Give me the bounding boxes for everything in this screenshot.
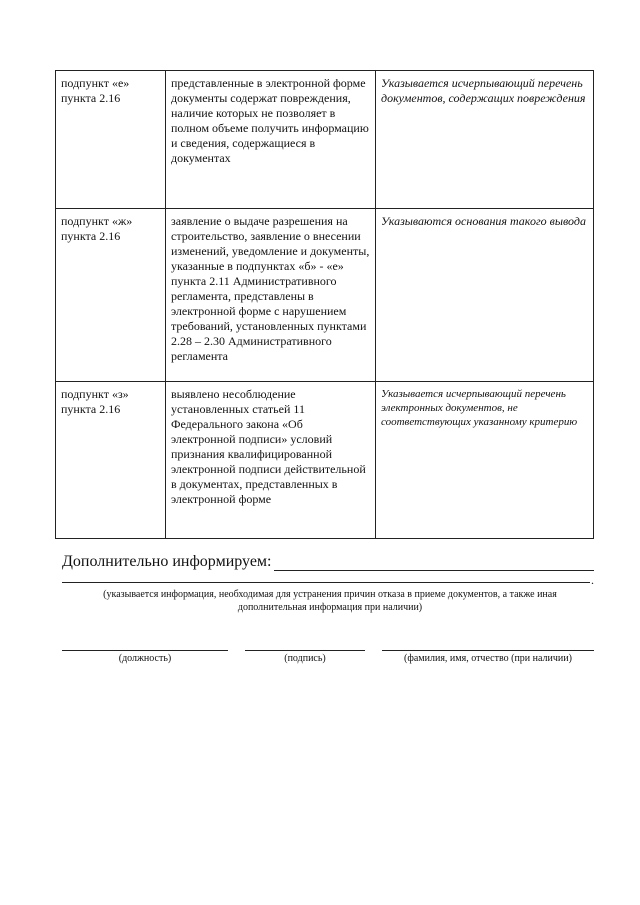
full-name-caption: (фамилия, имя, отчество (при наличии) [404,653,572,664]
table-row [56,209,594,382]
signature-caption: (подпись) [284,653,326,664]
ground-explanation: Указывается исчерпывающий перечень электронных документов, не соответствующих указанному критерию [376,382,594,539]
ground-reason: заявление о выдаче разрешения на строительство, заявление о внесении изменений, уведомление и документы, указанные в подпунктах «б» - «е» пункта 2.11 Административного регламента, представлены в электронной форме с нарушением требований, установленных пунктами 2.28 – 2.30 Административного регламента [166,209,376,382]
full-name-line [382,650,594,651]
ground-reference: подпункт «ж» пункта 2.16 [56,209,166,382]
table-row [56,71,594,209]
additional-info-second-line [62,582,590,583]
position-caption: (должность) [118,653,172,664]
ground-explanation: Указывается исчерпывающий перечень документов, содержащих повреждения [376,71,594,209]
table-row [56,382,594,539]
position-line [62,650,228,651]
additional-info-label: Дополнительно информируем: [62,553,272,570]
additional-info-end-mark: . [591,573,594,587]
additional-info-line [62,553,594,571]
ground-reference: подпункт «з» пункта 2.16 [56,382,166,539]
ground-reference: подпункт «е» пункта 2.16 [56,71,166,209]
ground-explanation: Указываются основания такого вывода [376,209,594,382]
additional-info-fill-line [274,556,595,571]
signature-line [245,650,365,651]
ground-reason: выявлено несоблюдение установленных статьей 11 Федерального закона «Об электронной подписи» условий признания квалифицированной электронной подписи действительной в документах, представленных в электронной форме [166,382,376,539]
ground-reason: представленные в электронной форме документы содержат повреждения, наличие которых не позволяет в полном объеме получить информацию и сведения, содержащиеся в документах [166,71,376,209]
refusal-grounds-table [55,70,594,539]
additional-info-hint: (указывается информация, необходимая для устранения причин отказа в приеме документов, а также иная дополнительная информация при наличии) [103,589,557,613]
